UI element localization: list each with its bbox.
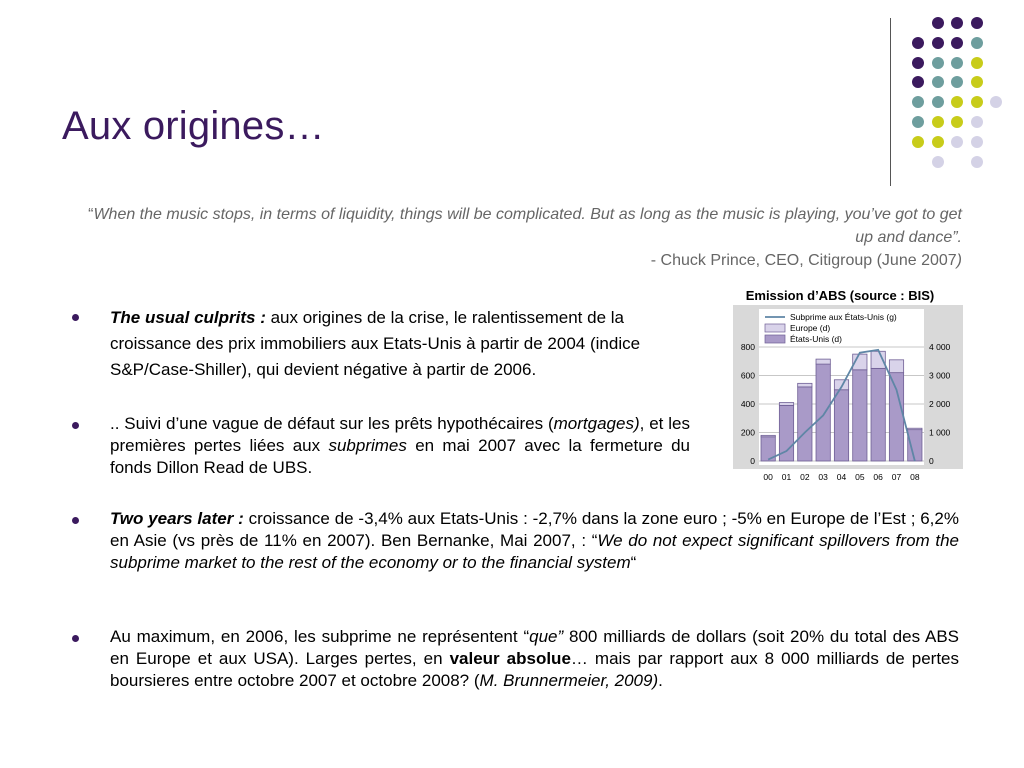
legend-label: Europe (d) — [790, 323, 831, 333]
decorative-dot — [951, 136, 963, 148]
y-right-tick-label: 0 — [929, 456, 934, 466]
legend-swatch-box — [765, 335, 785, 343]
quote-text: When the music stops, in terms of liquidity, things will be complicated. But as long as the music is playing, you’ve got to get up and dance”. — [93, 206, 962, 246]
x-tick-label: 00 — [763, 472, 773, 482]
bar-europe-01 — [779, 403, 793, 406]
decorative-dot — [971, 37, 983, 49]
y-right-tick-label: 1 000 — [929, 427, 951, 438]
quote — [80, 203, 962, 249]
bullet-2-text-1: .. Suivi d’une vague de défaut sur les prêts hypothécaires ( — [110, 414, 554, 433]
decorative-dot — [990, 96, 1002, 108]
y-left-tick-label: 0 — [750, 456, 755, 466]
bar-europe-07 — [889, 360, 903, 373]
decorative-dot — [932, 57, 944, 69]
bar-us-05 — [853, 370, 867, 461]
bullet-two-years-later — [62, 508, 959, 574]
chart-title: Emission d’ABS (source : BIS) — [745, 288, 935, 303]
bar-us-03 — [816, 364, 830, 461]
decorative-dot — [912, 76, 924, 88]
title-divider — [890, 18, 891, 186]
y-left-tick-label: 200 — [740, 427, 755, 438]
bar-europe-02 — [798, 383, 812, 387]
decorative-dot — [971, 57, 983, 69]
bullet-4-bold-1: valeur absolue — [449, 649, 571, 668]
decorative-dot — [912, 116, 924, 128]
bullet-1-lead: The usual culprits : — [110, 308, 266, 327]
legend-swatch-box — [765, 324, 785, 332]
x-tick-label: 03 — [818, 472, 828, 482]
decorative-dot — [951, 96, 963, 108]
x-tick-label: 04 — [836, 472, 847, 482]
quote-open-mark: “ — [88, 206, 94, 223]
bullet-1-text: aux origines de la crise, le ralentissement de la croissance des prix immobiliers aux Etats-Unis à partir de 2004 (indice S&P/Case-Shiller), qui devient négative à partir de 2006. — [110, 308, 641, 379]
bullet-dot-icon — [72, 635, 79, 642]
bar-us-02 — [798, 387, 812, 461]
bar-us-07 — [889, 373, 903, 461]
decorative-dot — [951, 76, 963, 88]
bar-us-04 — [834, 390, 848, 461]
decorative-dot — [912, 96, 924, 108]
y-right-tick-label: 2 000 — [929, 399, 951, 409]
bullet-2-text-3: en mai 2007 avec la fermeture du fonds Dillon Read de UBS. — [110, 436, 691, 477]
bullet-dot-icon — [72, 517, 79, 524]
legend-label: États-Unis (d) — [790, 334, 842, 344]
bullet-2-italic-1: mortgages) — [553, 414, 640, 433]
x-tick-label: 05 — [855, 472, 865, 482]
bullet-4-italic-1: que” — [529, 627, 564, 646]
quote-author-text: - Chuck Prince, CEO, Citigroup (June 2007 — [650, 252, 957, 269]
y-left-tick-label: 800 — [740, 342, 755, 352]
y-left-tick-label: 600 — [740, 370, 755, 381]
decorative-dot — [951, 37, 963, 49]
decorative-dot — [932, 96, 944, 108]
x-tick-label: 07 — [891, 472, 902, 482]
decorative-dot — [951, 57, 963, 69]
decorative-dot — [951, 17, 963, 29]
bullet-2-italic-2: subprimes — [328, 436, 407, 455]
bullet-item — [62, 413, 690, 479]
bullet-item — [62, 305, 690, 383]
decorative-dot — [932, 156, 944, 168]
bar-europe-08 — [908, 428, 922, 429]
bullet-dot-icon — [72, 314, 79, 321]
bullet-item — [62, 626, 959, 692]
bullet-4-text-3: … mais par rapport aux 8 000 milliards de pertes boursieres entre octobre 2007 et octobre 2008? ( — [110, 649, 959, 690]
decorative-dot — [932, 136, 944, 148]
bullet-3-text-2: “ — [630, 553, 637, 572]
decorative-dot — [971, 96, 983, 108]
bullet-4-text-2: 800 milliards de dollars (soit 20% du total des ABS en Europe et aux USA). Larges pertes, en — [110, 627, 959, 668]
y-right-tick-label: 3 000 — [929, 370, 951, 381]
bullet-3-text-1: croissance de -3,4% aux Etats-Unis : -2,7% dans la zone euro ; -5% en Europe de l’Est ; 6,2% en Asie (vs près de 11% en 2007). Ben Bernanke, Mai 2007, : “ — [110, 509, 959, 550]
bar-us-06 — [871, 368, 885, 461]
decorative-dot — [951, 116, 963, 128]
bullet-dot-icon — [72, 422, 79, 429]
bullet-4-text-4: . — [658, 671, 663, 690]
y-left-tick-label: 400 — [740, 399, 755, 409]
decorative-dot — [912, 57, 924, 69]
decorative-dot — [932, 37, 944, 49]
decorative-dot-grid — [0, 0, 1024, 200]
x-tick-label: 02 — [800, 472, 810, 482]
bar-europe-03 — [816, 359, 830, 364]
bullet-default-wave — [62, 413, 690, 479]
bullet-4-italic-2: M. Brunnermeier, 2009) — [479, 671, 659, 690]
bullet-3-italic-1: We do not expect significant spillovers from the subprime market to the rest of the economy or to the financial system — [110, 531, 959, 572]
bullet-usual-culprits — [62, 305, 690, 383]
decorative-dot — [912, 37, 924, 49]
quote-author-close: ) — [956, 252, 962, 269]
bullet-item — [62, 508, 959, 574]
bar-us-08 — [908, 430, 922, 461]
decorative-dot — [912, 136, 924, 148]
decorative-dot — [971, 17, 983, 29]
decorative-dot — [971, 76, 983, 88]
abs-issuance-chart — [733, 305, 965, 485]
bullet-2-text-2: , et les premières pertes liées aux — [110, 414, 690, 455]
y-right-tick-label: 4 000 — [929, 342, 951, 352]
bar-europe-00 — [761, 435, 775, 436]
slide-title: Aux origines… — [62, 104, 325, 148]
decorative-dot — [971, 116, 983, 128]
bullet-4-text-1: Au maximum, en 2006, les subprime ne représentent “ — [110, 627, 530, 646]
decorative-dot — [971, 156, 983, 168]
legend-label: Subprime aux États-Unis (g) — [790, 312, 897, 322]
x-tick-label: 08 — [910, 472, 920, 482]
decorative-dot — [971, 136, 983, 148]
bullet-3-lead: Two years later : — [110, 509, 244, 528]
bullet-subprime-maximum — [62, 626, 959, 692]
quote-author — [400, 252, 962, 270]
x-tick-label: 06 — [873, 472, 883, 482]
x-tick-label: 01 — [781, 472, 792, 482]
decorative-dot — [932, 116, 944, 128]
decorative-dot — [932, 17, 944, 29]
decorative-dot — [932, 76, 944, 88]
